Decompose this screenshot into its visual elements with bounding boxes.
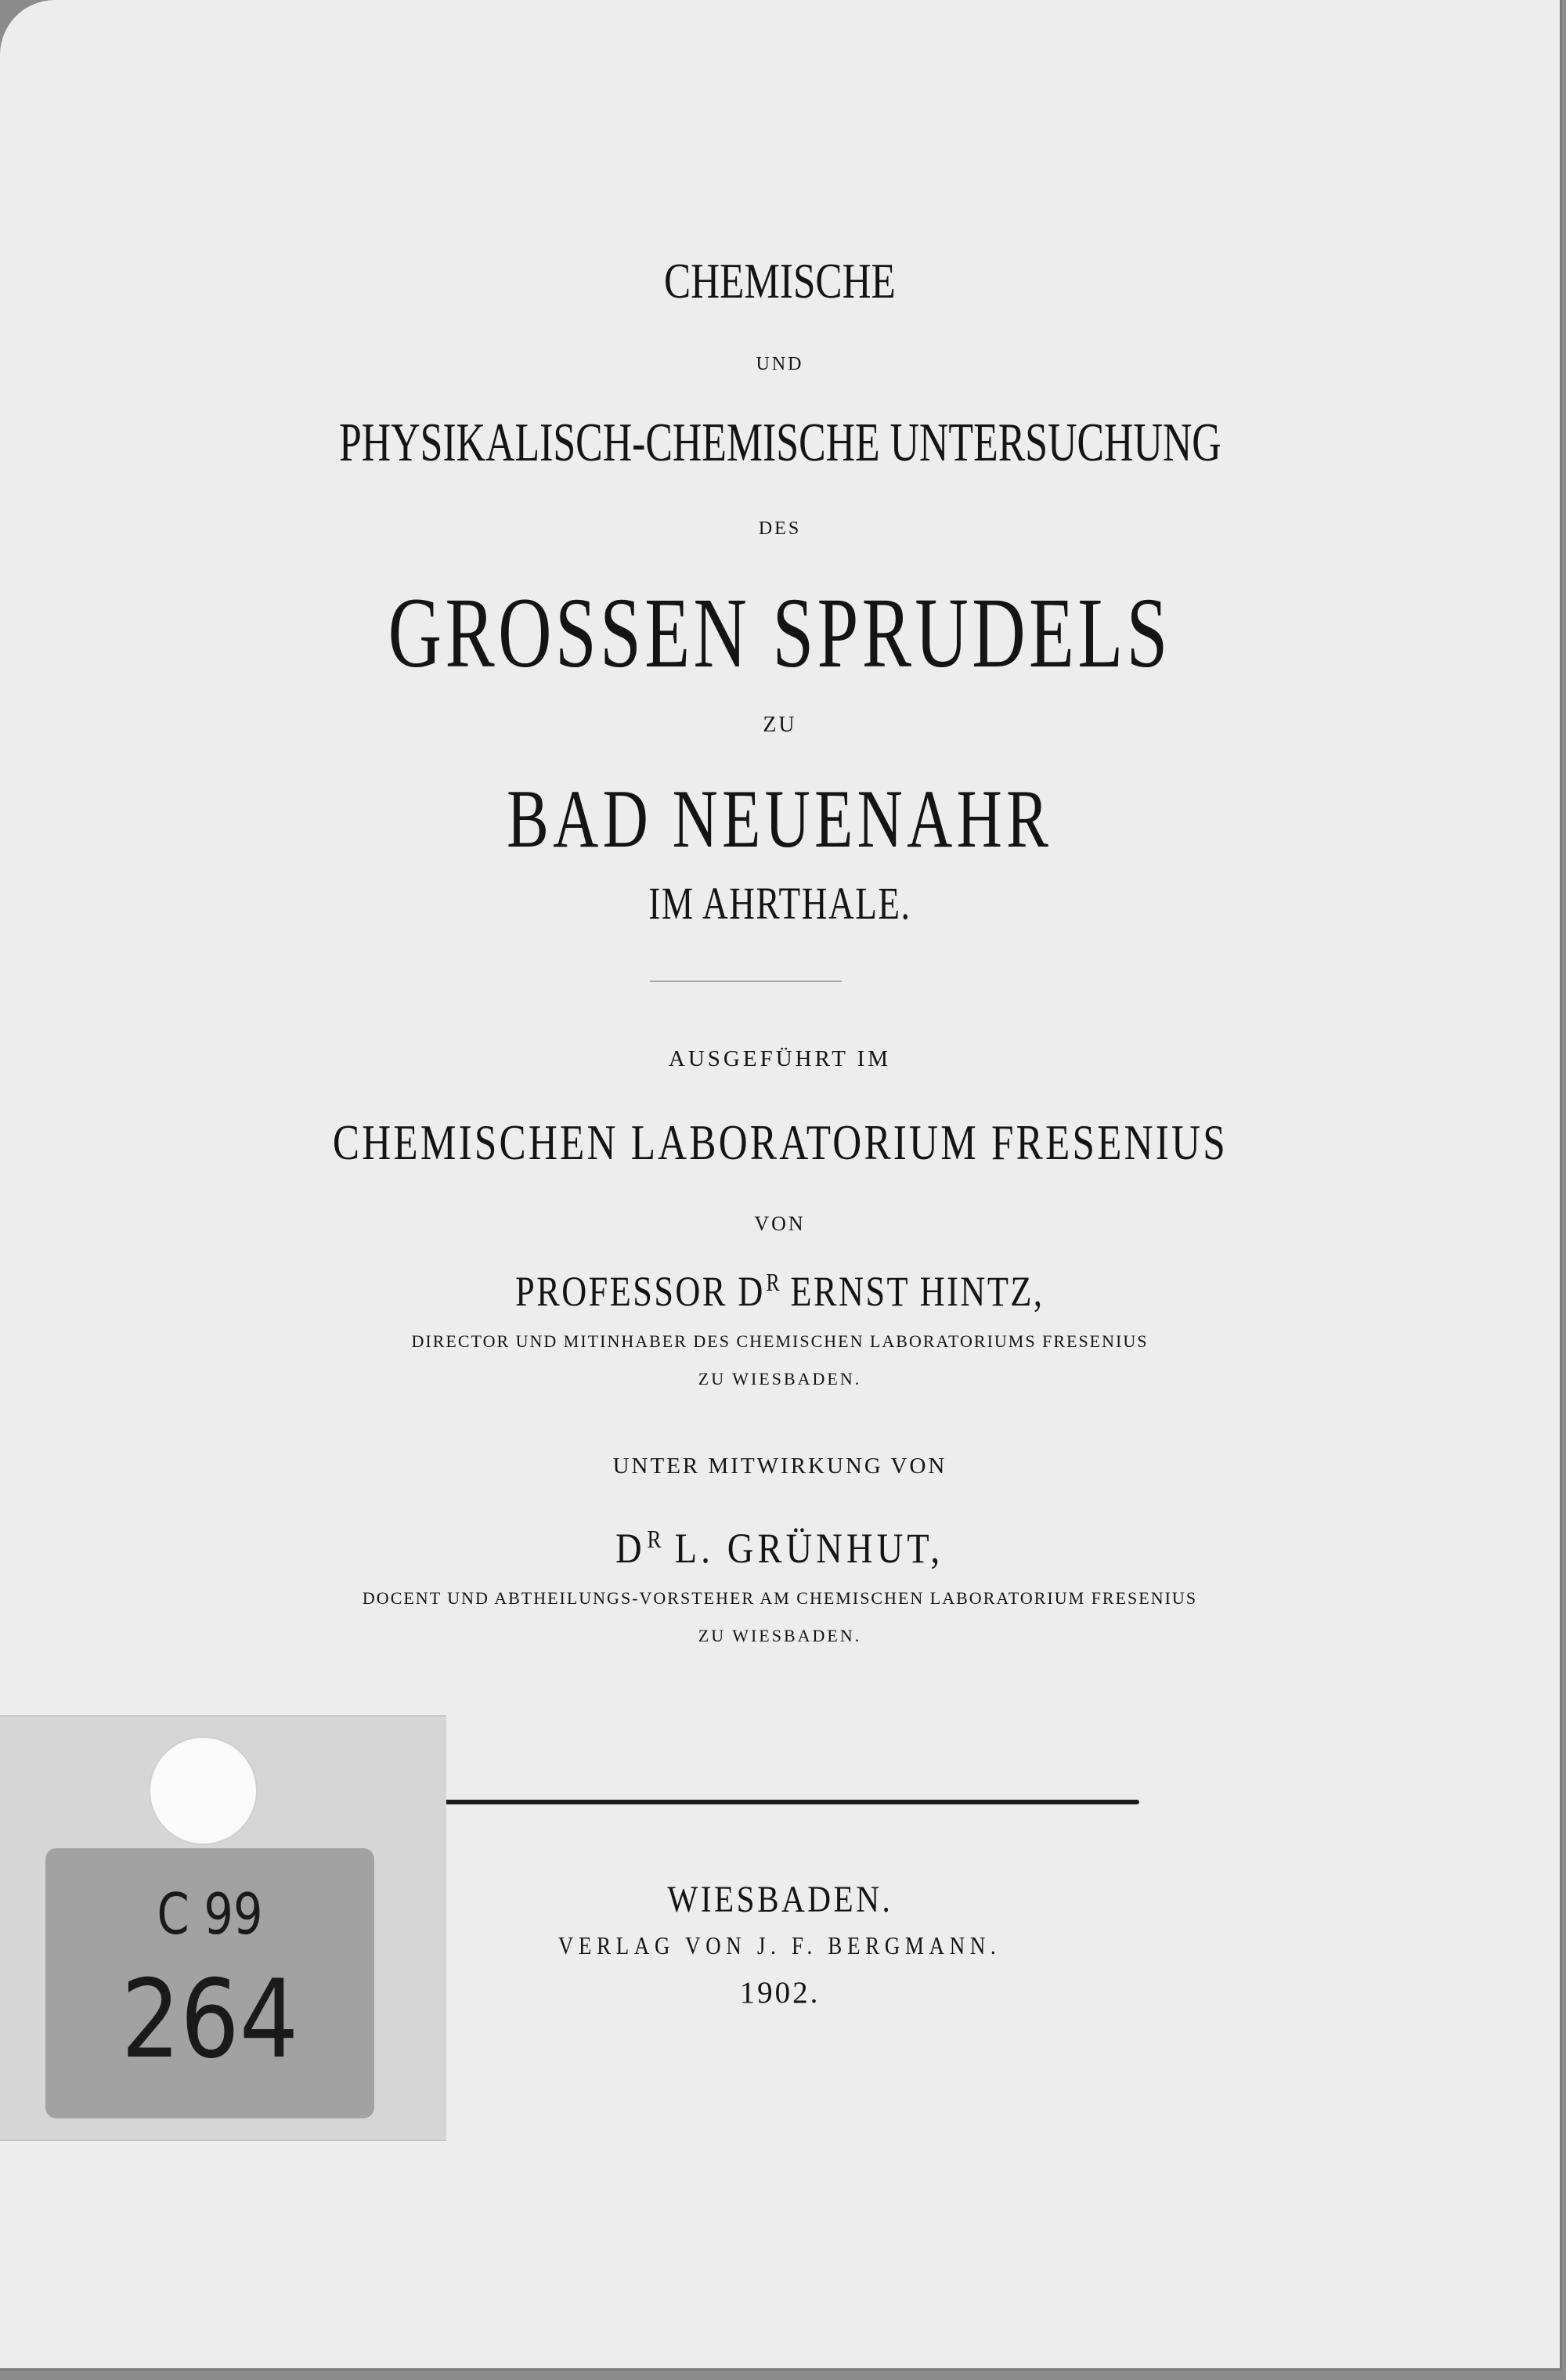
long-divider-rule	[356, 1800, 1139, 1804]
title-line-zu: ZU	[763, 713, 797, 737]
imprint-publisher: VERLAG VON J. F. BERGMANN.	[558, 1931, 1001, 1959]
collaborator-position: DOCENT UND ABTHEILUNGS-VORSTEHER AM CHEMISCHEN LABORATORIUM FRESENIUS	[362, 1588, 1198, 1608]
collaborator-name-line	[0, 1524, 1560, 1573]
shelf-classification: C 99	[157, 1881, 263, 1947]
title-line-und: UND	[756, 354, 804, 374]
author-name: ERNST HINTZ,	[790, 1268, 1045, 1315]
author-name-line	[0, 1267, 1560, 1316]
laboratory-name: CHEMISCHEN LABORATORIUM FRESENIUS	[332, 1114, 1228, 1170]
title-line-physikalisch: PHYSIKALISCH-CHEMISCHE UNTERSUCHUNG	[338, 413, 1221, 473]
author-degree-superscript: R	[766, 1268, 782, 1296]
title-line-grossen-sprudels: GROSSEN SPRUDELS	[388, 577, 1172, 688]
author-position: DIRECTOR UND MITINHABER DES CHEMISCHEN LABORATORIUMS FRESENIUS	[411, 1331, 1149, 1351]
collaborator-prefix: D	[615, 1525, 647, 1572]
short-divider-rule	[650, 981, 842, 982]
collaborator-intro: UNTER MITWIRKUNG VON	[612, 1454, 947, 1479]
collaborator-degree-superscript: R	[647, 1525, 666, 1553]
title-line-im-ahrthale: IM AHRTHALE.	[648, 878, 911, 929]
shelf-label-card	[0, 1715, 446, 2141]
title-line-bad-neuenahr: BAD NEUENAHR	[507, 773, 1053, 865]
imprint-place: WIESBADEN.	[667, 1879, 893, 1920]
shelf-number: 264	[121, 1956, 299, 2082]
von-line: VON	[754, 1212, 806, 1235]
imprint-year: 1902.	[739, 1976, 821, 2010]
author-location: ZU WIESBADEN.	[698, 1369, 862, 1389]
collaborator-location: ZU WIESBADEN.	[698, 1626, 862, 1645]
label-punch-hole	[149, 1736, 258, 1845]
author-prefix: PROFESSOR D	[515, 1268, 766, 1315]
title-line-chemische: CHEMISCHE	[664, 253, 896, 309]
shelf-label-tag	[45, 1848, 374, 2118]
collaborator-name: L. GRÜNHUT,	[675, 1525, 944, 1572]
title-line-des: DES	[758, 518, 802, 539]
execution-intro: AUSGEFÜHRT IM	[668, 1046, 892, 1071]
